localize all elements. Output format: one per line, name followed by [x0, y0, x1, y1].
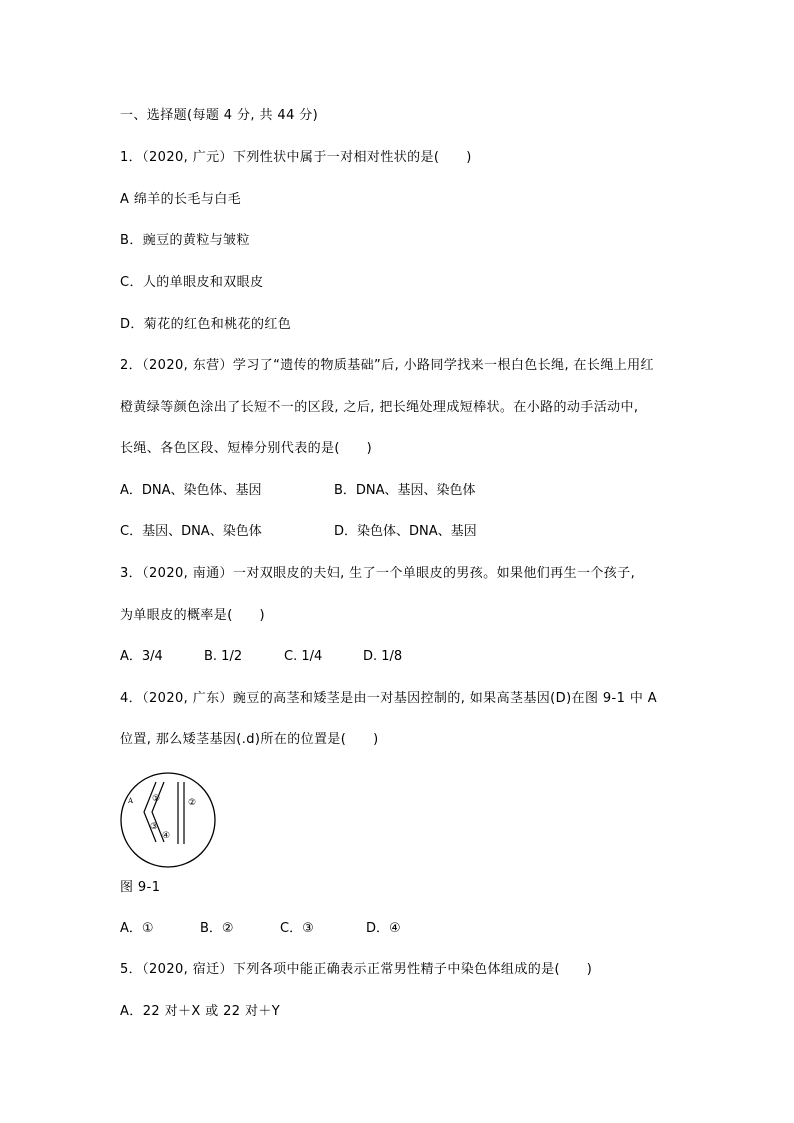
q3-option-b: B. 1/2: [204, 649, 243, 664]
q3-stem-line-1: 3．（2020, 南通）一对双眼皮的夫妇, 生了一个单眼皮的男孩。如果他们再生一个孩子,: [120, 566, 636, 581]
q4-option-d: D．④: [366, 921, 401, 936]
q1-option-b: B．豌豆的黄粒与皱粒: [120, 233, 250, 248]
q2-stem-line-1: 2．（2020, 东营）学习了“遗传的物质基础”后, 小路同学找来一根白色长绳, 在长绳上用红: [120, 358, 654, 373]
figure-label-1: ①: [152, 794, 161, 804]
q2-option-a: A．DNA、染色体、基因: [120, 483, 262, 498]
q5-stem: 5．（2020, 宿迁）下列各项中能正确表示正常男性精子中染色体组成的是( ): [120, 962, 593, 977]
figure-label-4: ④: [162, 831, 171, 841]
q3-option-d: D. 1/8: [363, 649, 403, 664]
q2-option-d: D．染色体、DNA、基因: [334, 524, 477, 539]
figure-label-2: ②: [188, 798, 197, 808]
q1-option-c: C．人的单眼皮和双眼皮: [120, 275, 264, 290]
q4-option-a: A．①: [120, 921, 154, 936]
figure-label-3: ③: [150, 822, 159, 832]
q2-stem-line-3: 长绳、各色区段、短棒分别代表的是( ): [120, 441, 373, 456]
q1-option-a: A 绵羊的长毛与白毛: [120, 192, 242, 207]
chromosome-left-outer: [144, 782, 159, 842]
q3-stem-line-2: 为单眼皮的概率是( ): [120, 608, 265, 623]
q4-stem-line-2: 位置, 那么矮茎基因(.d)所在的位置是( ): [120, 732, 379, 747]
section-title: 一、选择题(每题 4 分, 共 44 分): [120, 108, 319, 123]
cell-outline: [121, 773, 215, 867]
q4-stem-line-1: 4．（2020, 广东）豌豆的高茎和矮茎是由一对基因控制的, 如果高茎基因(D)在图 9-1 中 A: [120, 691, 658, 706]
q2-stem-line-2: 橙黄绿等颜色涂出了长短不一的区段, 之后, 把长绳处理成短棒状。在小路的动手活动中,: [120, 400, 639, 415]
q4-option-c: C．③: [280, 921, 314, 936]
cell-chromosome-figure: [118, 770, 218, 870]
figure-label-a: A: [128, 797, 134, 805]
q1-stem: 1．（2020, 广元）下列性状中属于一对相对性状的是( ): [120, 150, 472, 165]
q2-option-c: C．基因、DNA、染色体: [120, 524, 262, 539]
q2-option-b: B．DNA、基因、染色体: [334, 483, 476, 498]
q5-option-a: A．22 对＋X 或 22 对＋Y: [120, 1004, 281, 1019]
figure-caption: 图 9-1: [120, 880, 161, 895]
q3-option-a: A．3/4: [120, 649, 163, 664]
q4-option-b: B．②: [200, 921, 234, 936]
q3-option-c: C. 1/4: [284, 649, 323, 664]
q1-option-d: D．菊花的红色和桃花的红色: [120, 317, 292, 332]
